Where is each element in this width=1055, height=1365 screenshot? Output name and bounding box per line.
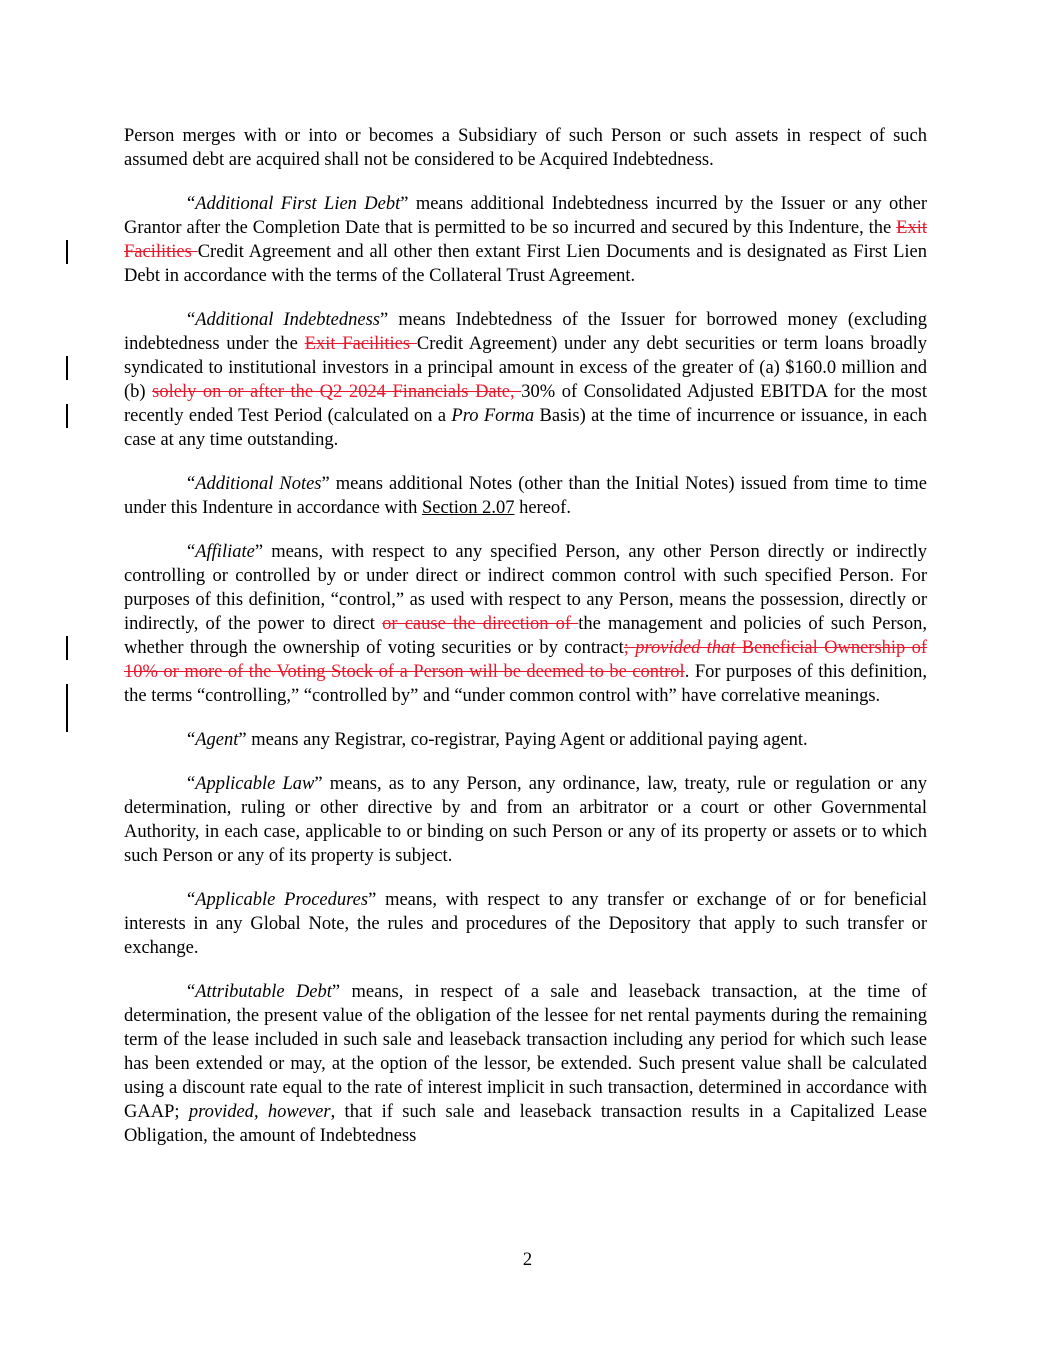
page-number: 2 — [522, 1250, 533, 1270]
definition-additional-notes — [124, 472, 927, 520]
definition-text: means additional Notes (other than the Initial Notes) issued from time to time under this Indenture in accordance with — [124, 474, 927, 518]
paragraph-text: Person merges with or into or becomes a Subsidiary of such Person or such assets in respect of such assumed debt are acquired shall not be considered to be Acquired Indebtedness. — [124, 126, 927, 170]
defined-term: Attributable Debt — [195, 982, 332, 1002]
open-quote: “ — [187, 542, 196, 562]
defined-term: Applicable Procedures — [195, 890, 369, 910]
defined-term: Additional Indebtedness — [195, 310, 381, 330]
definition-text: , — [253, 1102, 268, 1122]
deleted-text: provided that — [635, 638, 736, 658]
close-quote: ” — [331, 982, 341, 1002]
open-quote: “ — [187, 194, 196, 214]
definition-text: means, with respect to any specified Person, any other Person directly or indirectly controlling or controlled by or under direct or indirect common control with such specified Person. For purposes of this definition, “control,” as used with respect to any Person, means the possession, directly or indirectly, of the power to direct — [124, 542, 927, 634]
italic-text: Pro Forma — [451, 406, 535, 426]
change-bar — [66, 404, 68, 428]
change-bar — [66, 684, 68, 732]
open-quote: “ — [187, 890, 196, 910]
definition-text: hereof. — [514, 498, 571, 518]
definition-text: . For purposes of this definition, the terms “controlling,” “controlled by” and “under common control with” have correlative meanings. — [124, 662, 928, 706]
open-quote: “ — [187, 982, 196, 1002]
close-quote: ” — [238, 730, 247, 750]
change-bar — [66, 636, 68, 660]
change-bar — [66, 240, 68, 264]
definition-text: , that if such sale and leaseback transaction results in a Capitalized Lease Obligation, the amount of Indebtedness — [124, 1102, 928, 1146]
close-quote: ” — [254, 542, 264, 562]
deleted-text: Beneficial Ownership of 10% or more of the Voting Stock of a Person will be deemed to be control — [124, 638, 928, 682]
close-quote: ” — [368, 890, 377, 910]
definition-additional-first-lien-debt — [124, 192, 927, 288]
definition-text: Credit Agreement and all other then extant First Lien Documents and is designated as First Lien Debt in accordance with the terms of the Collateral Trust Agreement. — [124, 242, 927, 286]
defined-term: Additional First Lien Debt — [195, 194, 401, 214]
defined-term: Agent — [195, 730, 239, 750]
definition-text: Basis) at the time of incurrence or issuance, in each case at any time outstanding. — [124, 406, 927, 450]
deleted-text: or cause the direction of — [382, 614, 579, 634]
definition-applicable-procedures — [124, 888, 927, 960]
definition-applicable-law — [124, 772, 927, 868]
definition-text: 30% of Consolidated Adjusted EBITDA for the most recently ended Test Period (calculated on a — [124, 382, 927, 426]
definition-text: means, as to any Person, any ordinance, law, treaty, rule or regulation or any determination, ruling or other directive by and from an arbitrator or a court or other Governmental Authority, in each case, applicable to or binding on such Person or any of its property or assets or to which such Person or any of its property is subject. — [124, 774, 927, 866]
deleted-text: solely on or after the Q2 2024 Financials Date, — [152, 382, 522, 402]
definition-text: means Indebtedness of the Issuer for borrowed money (excluding indebtedness under the — [124, 310, 928, 354]
open-quote: “ — [187, 774, 196, 794]
paragraph-acquired-indebtedness-continued — [124, 124, 927, 172]
close-quote: ” — [321, 474, 330, 494]
deleted-text: Exit Facilities — [124, 218, 927, 262]
italic-text: provided — [188, 1102, 254, 1122]
defined-term: Applicable Law — [195, 774, 315, 794]
definition-text: means any Registrar, co-registrar, Paying Agent or additional paying agent. — [246, 730, 808, 750]
close-quote: ” — [380, 310, 389, 330]
defined-term: Additional Notes — [195, 474, 322, 494]
definition-attributable-debt — [124, 980, 927, 1148]
section-reference-link[interactable]: Section 2.07 — [421, 498, 515, 518]
definition-text: means, in respect of a sale and leaseback transaction, at the time of determination, the present value of the obligation of the lessee for net rental payments during the remaining term of the lease included in such sale and leaseback transaction including any period for which such lease has been extended or may, at the option of the lessor, be extended. Such present value shall be calculated using a discount rate equal to the rate of interest implicit in such transaction, determined in accordance with GAAP; — [124, 982, 928, 1122]
definition-text: Credit Agreement) under any debt securities or term loans broadly syndicated to institutional investors in a principal amount in excess of the greater of (a) $160.0 million and (b) — [124, 334, 927, 402]
deleted-text: ; — [623, 638, 636, 658]
change-bar — [66, 356, 68, 380]
definition-text: the management and policies of such Person, whether through the ownership of voting securities or by contract — [124, 614, 927, 658]
definition-affiliate — [124, 540, 927, 708]
open-quote: “ — [187, 474, 196, 494]
definition-text: means, with respect to any transfer or exchange of or for beneficial interests in any Global Note, the rules and procedures of the Depository that apply to such transfer or exchange. — [124, 890, 927, 958]
definition-additional-indebtedness — [124, 308, 927, 452]
deleted-text: Exit Facilities — [304, 334, 417, 354]
open-quote: “ — [187, 310, 196, 330]
definition-agent — [124, 728, 927, 752]
definition-text: means additional Indebtedness incurred by the Issuer or any other Grantor after the Completion Date that is permitted to be so incurred and secured by this Indenture, the — [124, 194, 927, 238]
italic-text: however — [267, 1102, 331, 1122]
close-quote: ” — [314, 774, 323, 794]
open-quote: “ — [187, 730, 196, 750]
close-quote: ” — [400, 194, 409, 214]
defined-term: Affiliate — [195, 542, 255, 562]
page-body — [124, 124, 927, 1168]
